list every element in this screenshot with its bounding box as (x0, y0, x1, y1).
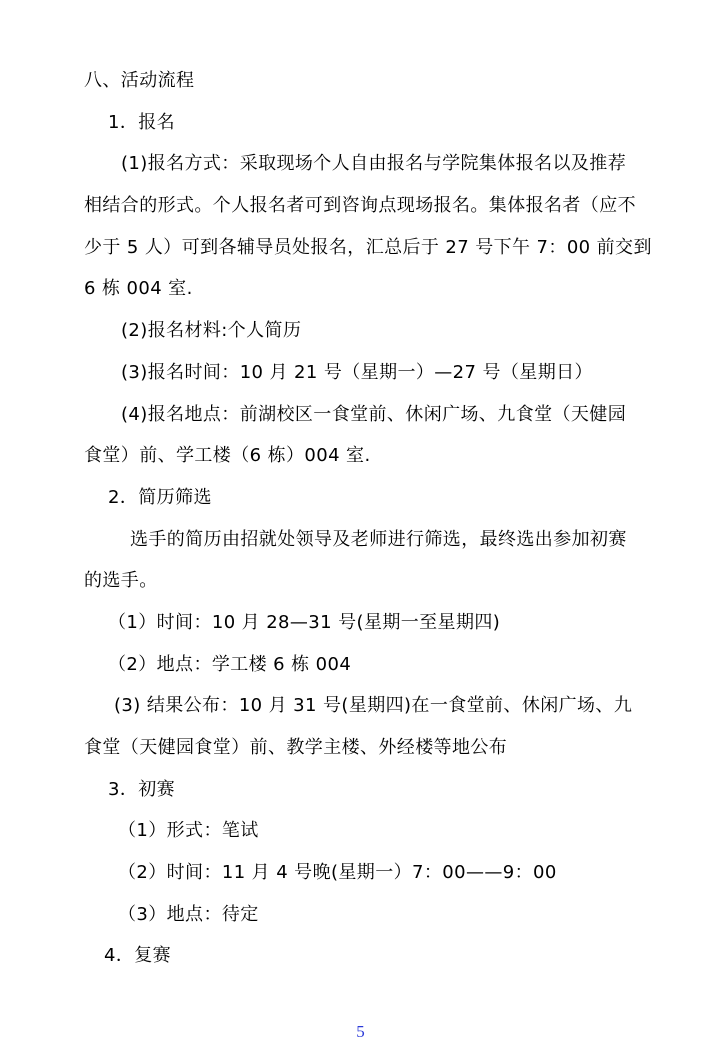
registration-materials: (2)报名材料:个人简历 (121, 320, 302, 341)
screening-time: （1）时间：10 月 28—31 号(星期一至星期四) (108, 612, 501, 633)
section-title: 八、活动流程 (84, 70, 195, 91)
heading-preliminary: 3．初赛 (108, 779, 176, 800)
heading-registration: 1．报名 (108, 112, 176, 133)
preliminary-format: （1）形式：笔试 (118, 820, 259, 841)
screening-intro-line-2: 的选手。 (84, 570, 158, 591)
registration-method-line-1: (1)报名方式：采取现场个人自由报名与学院集体报名以及推荐 (121, 153, 627, 174)
screening-result-line-2: 食堂（天健园食堂）前、教学主楼、外经楼等地公布 (84, 737, 508, 758)
registration-location-line-1: (4)报名地点：前湖校区一食堂前、休闲广场、九食堂（天健园 (121, 404, 627, 425)
registration-method-line-2: 相结合的形式。个人报名者可到咨询点现场报名。集体报名者（应不 (84, 195, 636, 216)
preliminary-location: （3）地点：待定 (118, 904, 259, 925)
screening-result-line-1: (3) 结果公布：10 月 31 号(星期四)在一食堂前、休闲广场、九 (114, 695, 633, 716)
heading-resume-screening: 2．简历筛选 (108, 487, 212, 508)
screening-location: （2）地点：学工楼 6 栋 004 (108, 654, 352, 675)
registration-time: (3)报名时间：10 月 21 号（星期一）—27 号（星期日） (121, 362, 593, 383)
registration-location-line-2: 食堂）前、学工楼（6 栋）004 室. (84, 445, 371, 466)
registration-method-line-4: 6 栋 004 室. (84, 278, 193, 299)
registration-method-line-3: 少于 5 人）可到各辅导员处报名，汇总后于 27 号下午 7：00 前交到 (84, 237, 652, 258)
page-number: 5 (356, 1022, 365, 1041)
heading-semifinal: 4．复赛 (104, 945, 172, 966)
screening-intro-line-1: 选手的简历由招就处领导及老师进行筛选，最终选出参加初赛 (130, 529, 627, 550)
preliminary-time: （2）时间：11 月 4 号晚(星期一）7：00——9：00 (118, 862, 557, 883)
